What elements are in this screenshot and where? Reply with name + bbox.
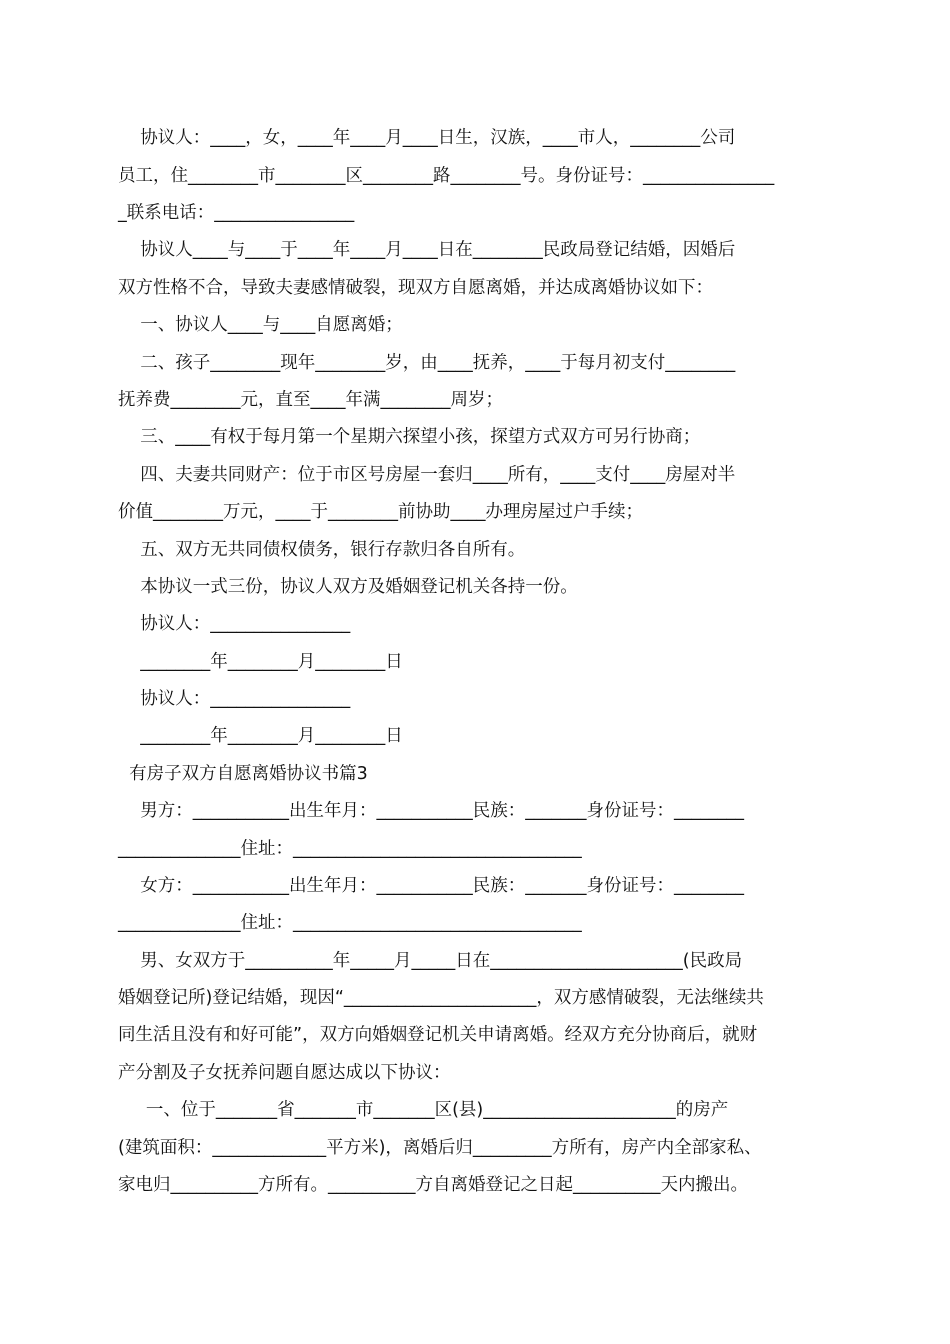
signature-line: 协议人：________________ xyxy=(118,614,351,634)
text-line: (建筑面积：_____________平方米)，离婚后归_________方所有，房产内全部家私、 xyxy=(118,1138,762,1158)
text-line: 同生活且没有和好可能”，双方向婚姻登记机关申请离婚。经双方充分协商后，就财 xyxy=(118,1025,758,1045)
date-line: ________年________月________日 xyxy=(118,726,403,746)
text-line: 四、夫妻共同财产：位于市区号房屋一套归____所有，____支付____房屋对半 xyxy=(118,465,736,485)
date-line: ________年________月________日 xyxy=(118,652,403,672)
text-line: 协议人：____，女，____年____月____日生，汉族，____市人，________公司 xyxy=(118,128,736,148)
text-line: 抚养费________元，直至____年满________周岁； xyxy=(118,390,503,410)
text-line: 价值________万元，____于________前协助____办理房屋过户手续； xyxy=(118,502,643,522)
text-line: 婚姻登记所)登记结婚，现因“______________________，双方感情破裂，无法继续共 xyxy=(118,988,764,1008)
text-line: ______________住址：_________________________________ xyxy=(118,839,582,859)
text-line: 产分割及子女抚养问题自愿达成以下协议： xyxy=(118,1063,451,1083)
text-line: 一、协议人____与____自愿离婚； xyxy=(118,315,403,335)
text-line: _联系电话：________________ xyxy=(118,203,355,223)
text-line: 男、女双方于__________年_____月_____日在______________________(民政局 xyxy=(118,951,743,971)
signature-line: 协议人：________________ xyxy=(118,689,351,709)
text-line: ______________住址：_________________________________ xyxy=(118,913,582,933)
text-line: 协议人____与____于____年____月____日在________民政局登记结婚，因婚后 xyxy=(118,240,736,260)
text-line: 二、孩子________现年________岁，由____抚养，____于每月初支付________ xyxy=(118,353,736,373)
text-line: 男方：___________出生年月：___________民族：_______身份证号：________ xyxy=(118,801,744,821)
text-line: 五、双方无共同债权债务，银行存款归各自所有。 xyxy=(118,540,526,560)
text-line: 员工，住________市________区________路________号。身份证号：_______________ xyxy=(118,166,775,186)
text-line: 家电归__________方所有。__________方自离婚登记之日起__________天内搬出。 xyxy=(118,1175,748,1195)
text-line: 本协议一式三份，协议人双方及婚姻登记机关各持一份。 xyxy=(118,577,578,597)
section-heading: 有房子双方自愿离婚协议书篇3 xyxy=(118,764,368,784)
text-line: 三、____有权于每月第一个星期六探望小孩，探望方式双方可另行协商； xyxy=(118,427,701,447)
text-line: 女方：___________出生年月：___________民族：_______身份证号：________ xyxy=(118,876,744,896)
text-line: 双方性格不合，导致夫妻感情破裂，现双方自愿离婚，并达成离婚协议如下： xyxy=(118,278,713,298)
text-line: 一、位于_______省_______市_______区(县)______________________的房产 xyxy=(118,1100,729,1120)
